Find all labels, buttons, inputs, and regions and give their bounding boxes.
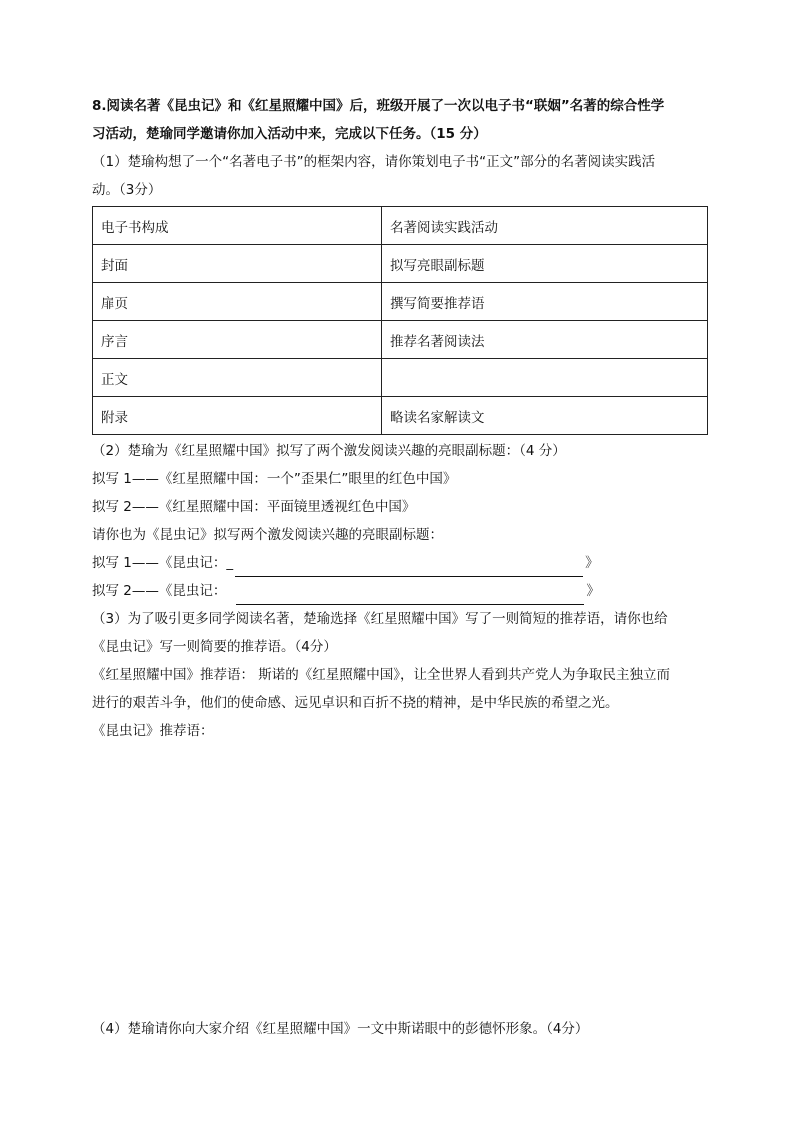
table-cell: 拟写亮眼副标题	[382, 245, 708, 283]
table-cell: 封面	[93, 245, 382, 283]
sample-recommendation-line2: 进行的艰苦斗争，他们的使命感、远见卓识和百折不挠的精神，是中华民族的希望之光。	[92, 695, 619, 711]
recommendation-answer-area[interactable]	[92, 745, 708, 1015]
part3-instruction-line2: 《昆虫记》写一则简要的推荐语。（4分）	[92, 639, 337, 655]
table-cell: 序言	[93, 321, 382, 359]
table-row	[93, 245, 708, 283]
part2-instruction: （2）楚瑜为《红星照耀中国》拟写了两个激发阅读兴趣的亮眼副标题：（4 分）	[92, 443, 566, 459]
part1-instruction-line2: 动。（3分）	[92, 182, 162, 198]
part2-example-1: 拟写 1——《红星照耀中国：一个”歪果仁”眼里的红色中国》	[92, 471, 457, 487]
subtitle-answer-row-2	[92, 577, 708, 605]
part3-instruction-line1: （3）为了吸引更多同学阅读名著，楚瑜选择《红星照耀中国》写了一则简短的推荐语，请你也给	[92, 611, 668, 627]
part2-example-2: 拟写 2——《红星照耀中国：平面镜里透视红色中国》	[92, 499, 416, 515]
table-cell: 附录	[93, 397, 382, 435]
recommendation-answer-label: 《昆虫记》推荐语：	[92, 723, 214, 739]
part1-instruction-line1: （1）楚瑜构想了一个“名著电子书”的框架内容，请你策划电子书“正文”部分的名著阅读实践活	[92, 154, 656, 170]
table-row	[93, 321, 708, 359]
subtitle-answer-blank-1[interactable]	[235, 560, 583, 577]
exam-page	[92, 92, 708, 1043]
subtitle-answer-suffix: 》	[585, 555, 599, 571]
part2-prompt: 请你也为《昆虫记》拟写两个激发阅读兴趣的亮眼副标题：	[92, 527, 443, 543]
subtitle-answer-row-1	[92, 549, 708, 577]
subtitle-answer-prefix: 拟写 2——《昆虫记：	[92, 583, 227, 599]
table-cell: 撰写简要推荐语	[382, 283, 708, 321]
table-cell: 略读名家解读文	[382, 397, 708, 435]
part4-instruction: （4）楚瑜请你向大家介绍《红星照耀中国》一文中斯诺眼中的彭德怀形象。（4分）	[92, 1021, 589, 1037]
table-cell: 正文	[93, 359, 382, 397]
question-heading-line2: 习活动，楚瑜同学邀请你加入活动中来，完成以下任务。（15 分）	[92, 126, 487, 142]
sample-recommendation-line1: 《红星照耀中国》推荐语： 斯诺的《红星照耀中国》，让全世界人看到共产党人为争取民主独立而	[92, 667, 671, 683]
table-row	[93, 359, 708, 397]
table-row	[93, 397, 708, 435]
table-header-cell: 电子书构成	[93, 207, 382, 245]
question-heading-line1: 8.阅读名著《昆虫记》和《红星照耀中国》后，班级开展了一次以电子书“联姻”名著的综合性学	[92, 98, 665, 114]
subtitle-answer-suffix: 》	[586, 583, 600, 599]
subtitle-answer-prefix: 拟写 1——《昆虫记：_	[92, 555, 234, 571]
ebook-structure-table	[92, 206, 708, 435]
answer-cell-zhengwen[interactable]	[382, 359, 708, 397]
table-cell: 推荐名著阅读法	[382, 321, 708, 359]
table-header-cell: 名著阅读实践活动	[382, 207, 708, 245]
table-row	[93, 283, 708, 321]
table-cell: 扉页	[93, 283, 382, 321]
table-header-row	[93, 207, 708, 245]
subtitle-answer-blank-2[interactable]	[236, 588, 584, 605]
